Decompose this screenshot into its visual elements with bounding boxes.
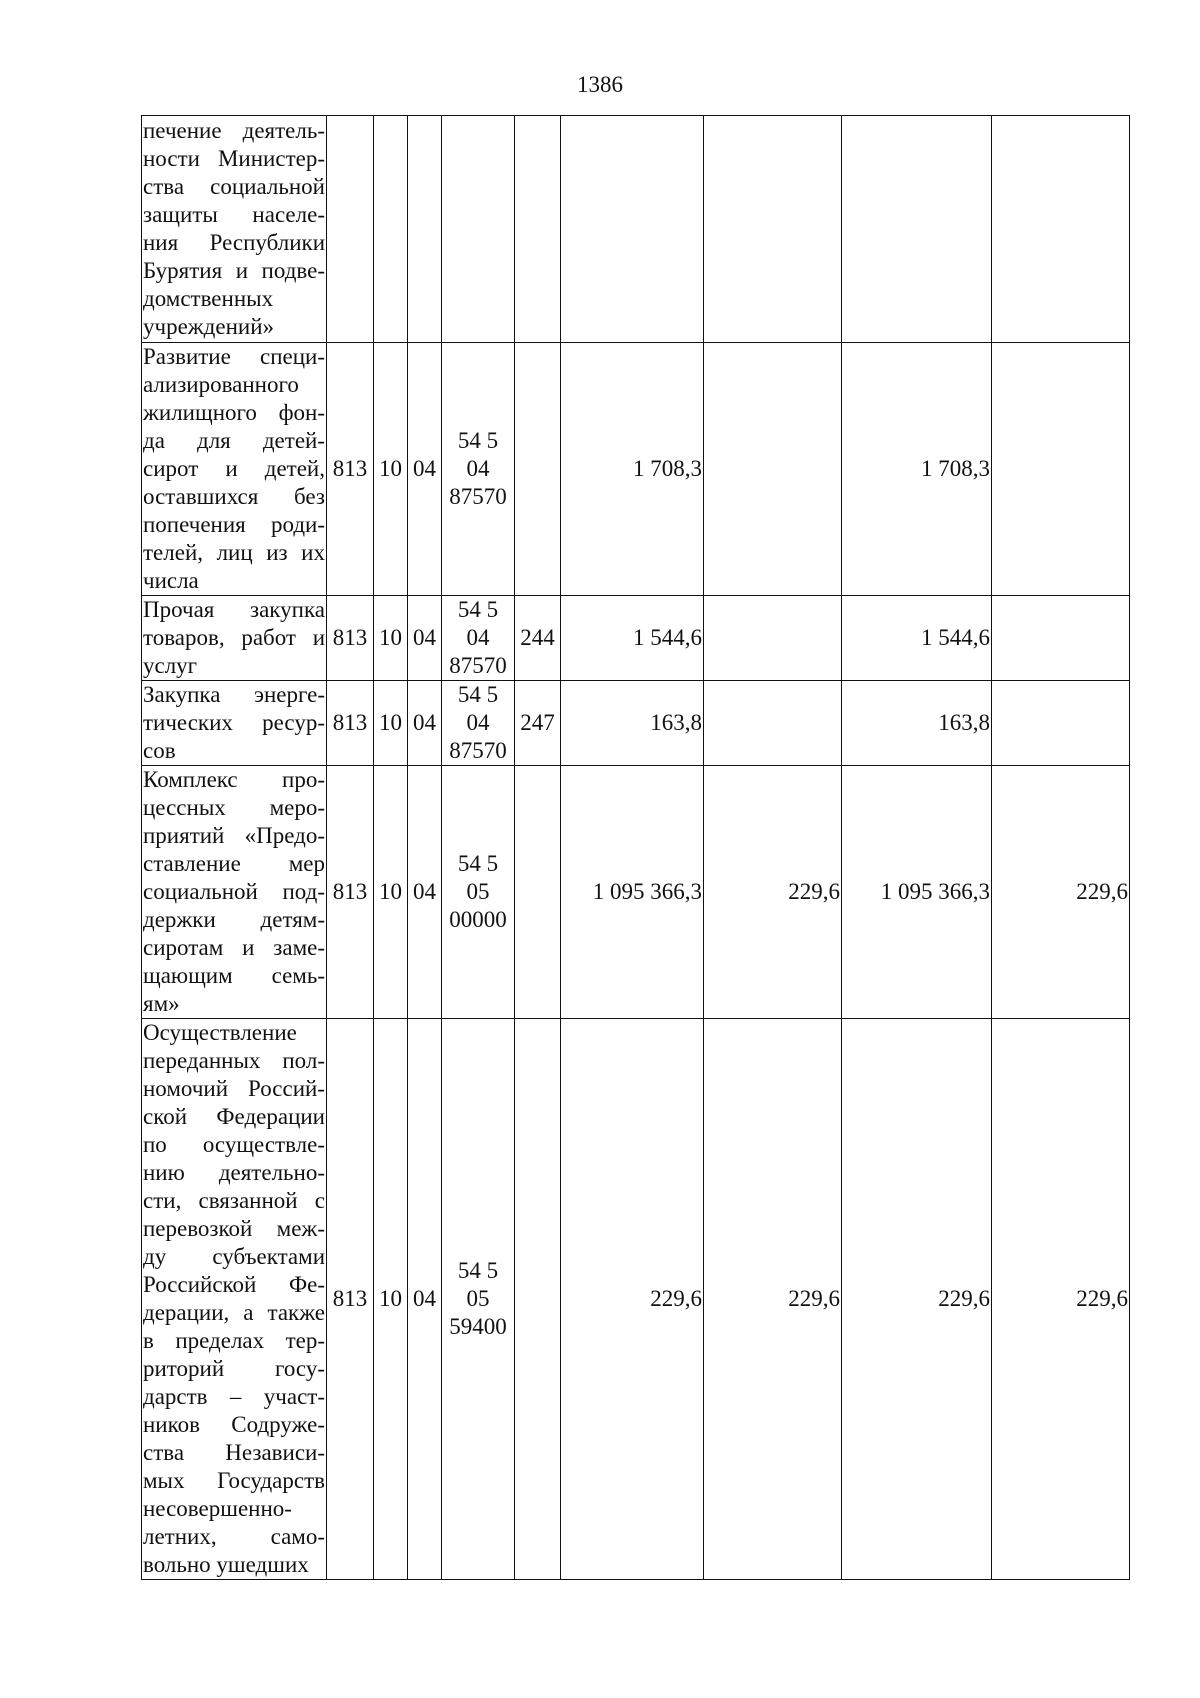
total-amount-cell-2: 163,8 [842,681,992,766]
total-amount-cell-2: 229,6 [842,1019,992,1580]
subsection-cell: 04 [408,766,442,1019]
table-row [142,766,1130,1019]
federal-amount-cell-1: 229,6 [704,766,842,1019]
grbs-cell: 813 [327,343,374,596]
table-row [142,116,1130,343]
total-amount-cell-1: 229,6 [561,1019,704,1580]
grbs-cell: 813 [327,681,374,766]
section-cell: 10 [374,343,408,596]
federal-amount-cell-1 [704,596,842,681]
federal-amount-cell-1 [704,681,842,766]
subsection-cell: 04 [408,343,442,596]
expense-type-cell [515,766,561,1019]
total-amount-cell-2: 1 095 366,3 [842,766,992,1019]
section-cell: 10 [374,681,408,766]
federal-amount-cell-2: 229,6 [992,1019,1130,1580]
federal-amount-cell-1 [704,343,842,596]
grbs-cell: 813 [327,766,374,1019]
total-amount-cell-1: 1 544,6 [561,596,704,681]
section-cell: 10 [374,1019,408,1580]
federal-amount-cell-2 [992,681,1130,766]
target-article-cell: 54 5 05 00000 [442,766,515,1019]
row-name-cell: Закупка энерге-тических ресур-сов [142,681,327,766]
page-number: 1386 [577,72,623,97]
target-article-cell [442,116,515,343]
table-row [142,596,1130,681]
row-name-cell: Прочая закупка товаров, работ и услуг [142,596,327,681]
row-name-cell: Комплекс про-цессных меро-приятий «Предо-ставление мер социальной под-держки детям-сиротам и заме-щающим семь-ям» [142,766,327,1019]
grbs-cell: 813 [327,596,374,681]
table-row [142,343,1130,596]
federal-amount-cell-2: 229,6 [992,766,1130,1019]
total-amount-cell-2: 1 708,3 [842,343,992,596]
expense-type-cell: 244 [515,596,561,681]
budget-table [141,115,1130,1580]
grbs-cell: 813 [327,1019,374,1580]
expense-type-cell [515,1019,561,1580]
target-article-cell: 54 5 04 87570 [442,596,515,681]
table-row [142,1019,1130,1580]
target-article-cell: 54 5 04 87570 [442,681,515,766]
total-amount-cell-1 [561,116,704,343]
total-amount-cell-1: 163,8 [561,681,704,766]
subsection-cell: 04 [408,1019,442,1580]
federal-amount-cell-1: 229,6 [704,1019,842,1580]
expense-type-cell [515,116,561,343]
row-name-cell: Развитие специ-ализированного жилищного фон-да для детей-сирот и детей, оставшихся без попечения роди-телей, лиц из их числа [142,343,327,596]
grbs-cell [327,116,374,343]
section-cell: 10 [374,596,408,681]
subsection-cell: 04 [408,596,442,681]
target-article-cell: 54 5 04 87570 [442,343,515,596]
row-name-cell: Осуществление переданных пол-номочий Россий-ской Федерации по осуществле-нию деятельно-сти, связанной с перевозкой меж-ду субъектами Российской Фе-дерации, а также в пределах тер-риторий госу-дарств – участ-ников Содруже-ства Независи-мых Государств несовершенно-летних, само-вольно ушедших [142,1019,327,1580]
subsection-cell [408,116,442,343]
total-amount-cell-1: 1 708,3 [561,343,704,596]
federal-amount-cell-2 [992,343,1130,596]
table-row [142,681,1130,766]
target-article-cell: 54 5 05 59400 [442,1019,515,1580]
expense-type-cell [515,343,561,596]
section-cell: 10 [374,766,408,1019]
row-name-cell: печение деятель-ности Министер-ства социальной защиты населе-ния Республики Бурятия и подве-домственных учреждений» [142,116,327,343]
federal-amount-cell-1 [704,116,842,343]
total-amount-cell-2 [842,116,992,343]
federal-amount-cell-2 [992,596,1130,681]
total-amount-cell-1: 1 095 366,3 [561,766,704,1019]
total-amount-cell-2: 1 544,6 [842,596,992,681]
subsection-cell: 04 [408,681,442,766]
expense-type-cell: 247 [515,681,561,766]
section-cell [374,116,408,343]
federal-amount-cell-2 [992,116,1130,343]
